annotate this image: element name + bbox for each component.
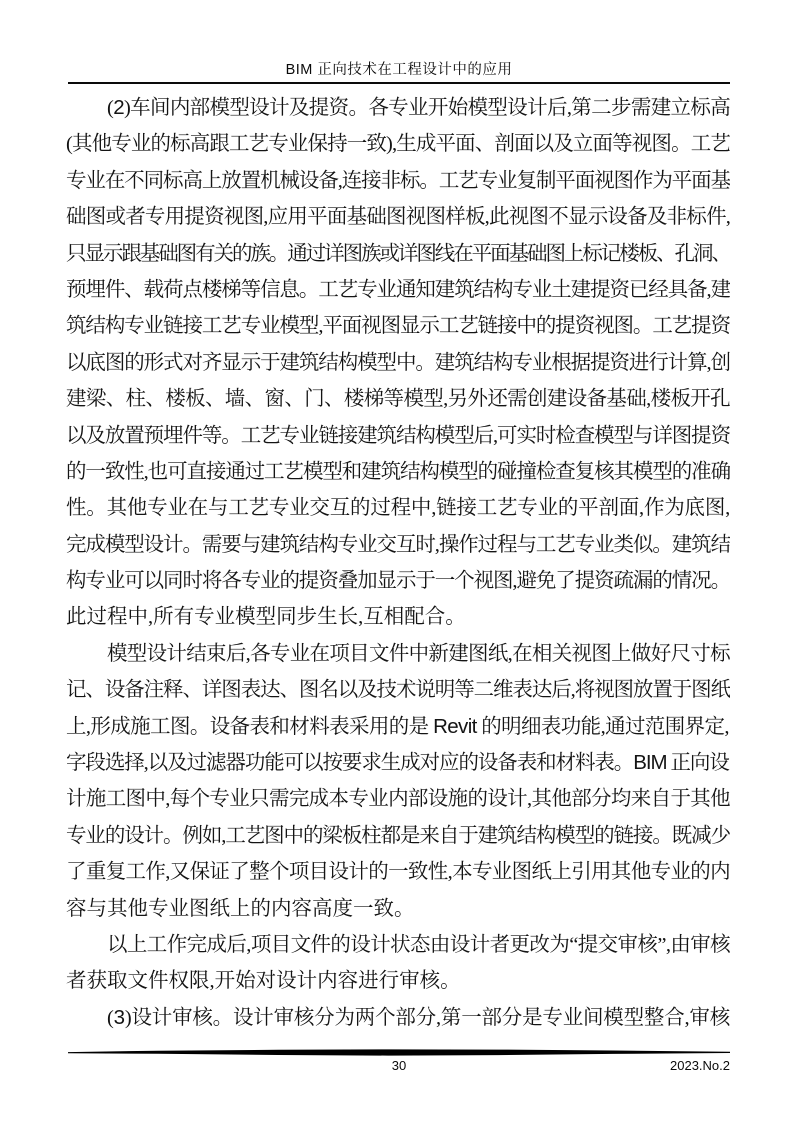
page-number: 30 [391, 1058, 407, 1073]
latin-text: BIM [633, 751, 667, 775]
text-line: 以上工作完成后,项目文件的设计状态由设计者更改为“提交审核”,由审核 [107, 933, 730, 956]
text-line: (3)设计审核。设计审核分为两个部分,第一部分是专业间模型整合,审核 [107, 1005, 730, 1029]
text-line: 者获取文件权限,开始对设计内容进行审核。 [66, 970, 461, 993]
text-line: 构专业可以同时将各专业的提资叠加显示于一个视图,避免了提资疏漏的情况。 [66, 570, 730, 593]
page-footer [68, 1058, 730, 1078]
text-line: 的一致性,也可直接通过工艺模型和建筑结构模型的碰撞检查复核其模型的准确 [66, 460, 730, 483]
footer-rule [68, 1049, 730, 1057]
text-line: (2)车间内部模型设计及提资。各专业开始模型设计后,第二步需建立标高 [107, 96, 730, 119]
document-body [66, 90, 730, 1036]
text-line: 记、设备注释、详图表达、图名以及技术说明等二维表达后,将视图放置于图纸 [66, 679, 730, 702]
text-line: 专业的设计。例如,工艺图中的梁板柱都是来自于建筑结构模型的链接。既减少 [66, 824, 730, 847]
text-line: (其他专业的标高跟工艺专业保持一致),生成平面、剖面以及立面等视图。工艺 [66, 133, 730, 156]
text-line: 模型设计结束后,各专业在项目文件中新建图纸,在相关视图上做好尺寸标 [107, 642, 730, 665]
text-line: 建梁、柱、楼板、墙、窗、门、楼梯等模型,另外还需创建设备基础,楼板开孔 [66, 388, 730, 411]
text-line: 只显示跟基础图有关的族。通过详图族或详图线在平面基础图上标记楼板、孔洞、 [66, 242, 730, 265]
text-line: 础图或者专用提资视图,应用平面基础图视图样板,此视图不显示设备及非标件, [66, 206, 730, 229]
text-line: 了重复工作,又保证了整个项目设计的一致性,本专业图纸上引用其他专业的内 [66, 861, 730, 884]
text-line: 性。其他专业在与工艺专业交互的过程中,链接工艺专业的平剖面,作为底图, [66, 497, 730, 520]
text-line: 预埋件、载荷点楼梯等信息。工艺专业通知建筑结构专业土建提资已经具备,建 [66, 278, 730, 301]
latin-text: 2 [113, 96, 124, 119]
text-line: 容与其他专业图纸上的内容高度一致。 [66, 897, 415, 920]
header-rule [68, 82, 730, 84]
text-line: 完成模型设计。需要与建筑结构专业交互时,操作过程与工艺专业类似。建筑结 [66, 533, 730, 556]
text-line: 字段选择,以及过滤器功能可以按要求生成对应的设备表和材料表。BIM 正向设 [66, 751, 729, 775]
text-line: 以及放置预埋件等。工艺专业链接建筑结构模型后,可实时检查模型与详图提资 [66, 424, 730, 447]
text-line: 计施工图中,每个专业只需完成本专业内部设施的设计,其他部分均来自于其他 [66, 788, 730, 811]
text-line: 上,形成施工图。设备表和材料表采用的是 Revit 的明细表功能,通过范围界定, [66, 714, 729, 738]
text-line: 筑结构专业链接工艺专业模型,平面视图显示工艺链接中的提资视图。工艺提资 [66, 315, 730, 338]
running-head-title: BIM 正向技术在工程设计中的应用 [285, 62, 513, 78]
text-line: 专业在不同标高上放置机械设备,连接非标。工艺专业复制平面视图作为平面基 [66, 169, 730, 192]
latin-text: 3 [113, 1005, 125, 1029]
issue-number: 2023.No.2 [670, 1058, 730, 1073]
text-line: 此过程中,所有专业模型同步生长,互相配合。 [66, 606, 466, 629]
latin-text: Revit [433, 714, 477, 738]
text-line: 以底图的形式对齐显示于建筑结构模型中。建筑结构专业根据提资进行计算,创 [66, 351, 730, 374]
